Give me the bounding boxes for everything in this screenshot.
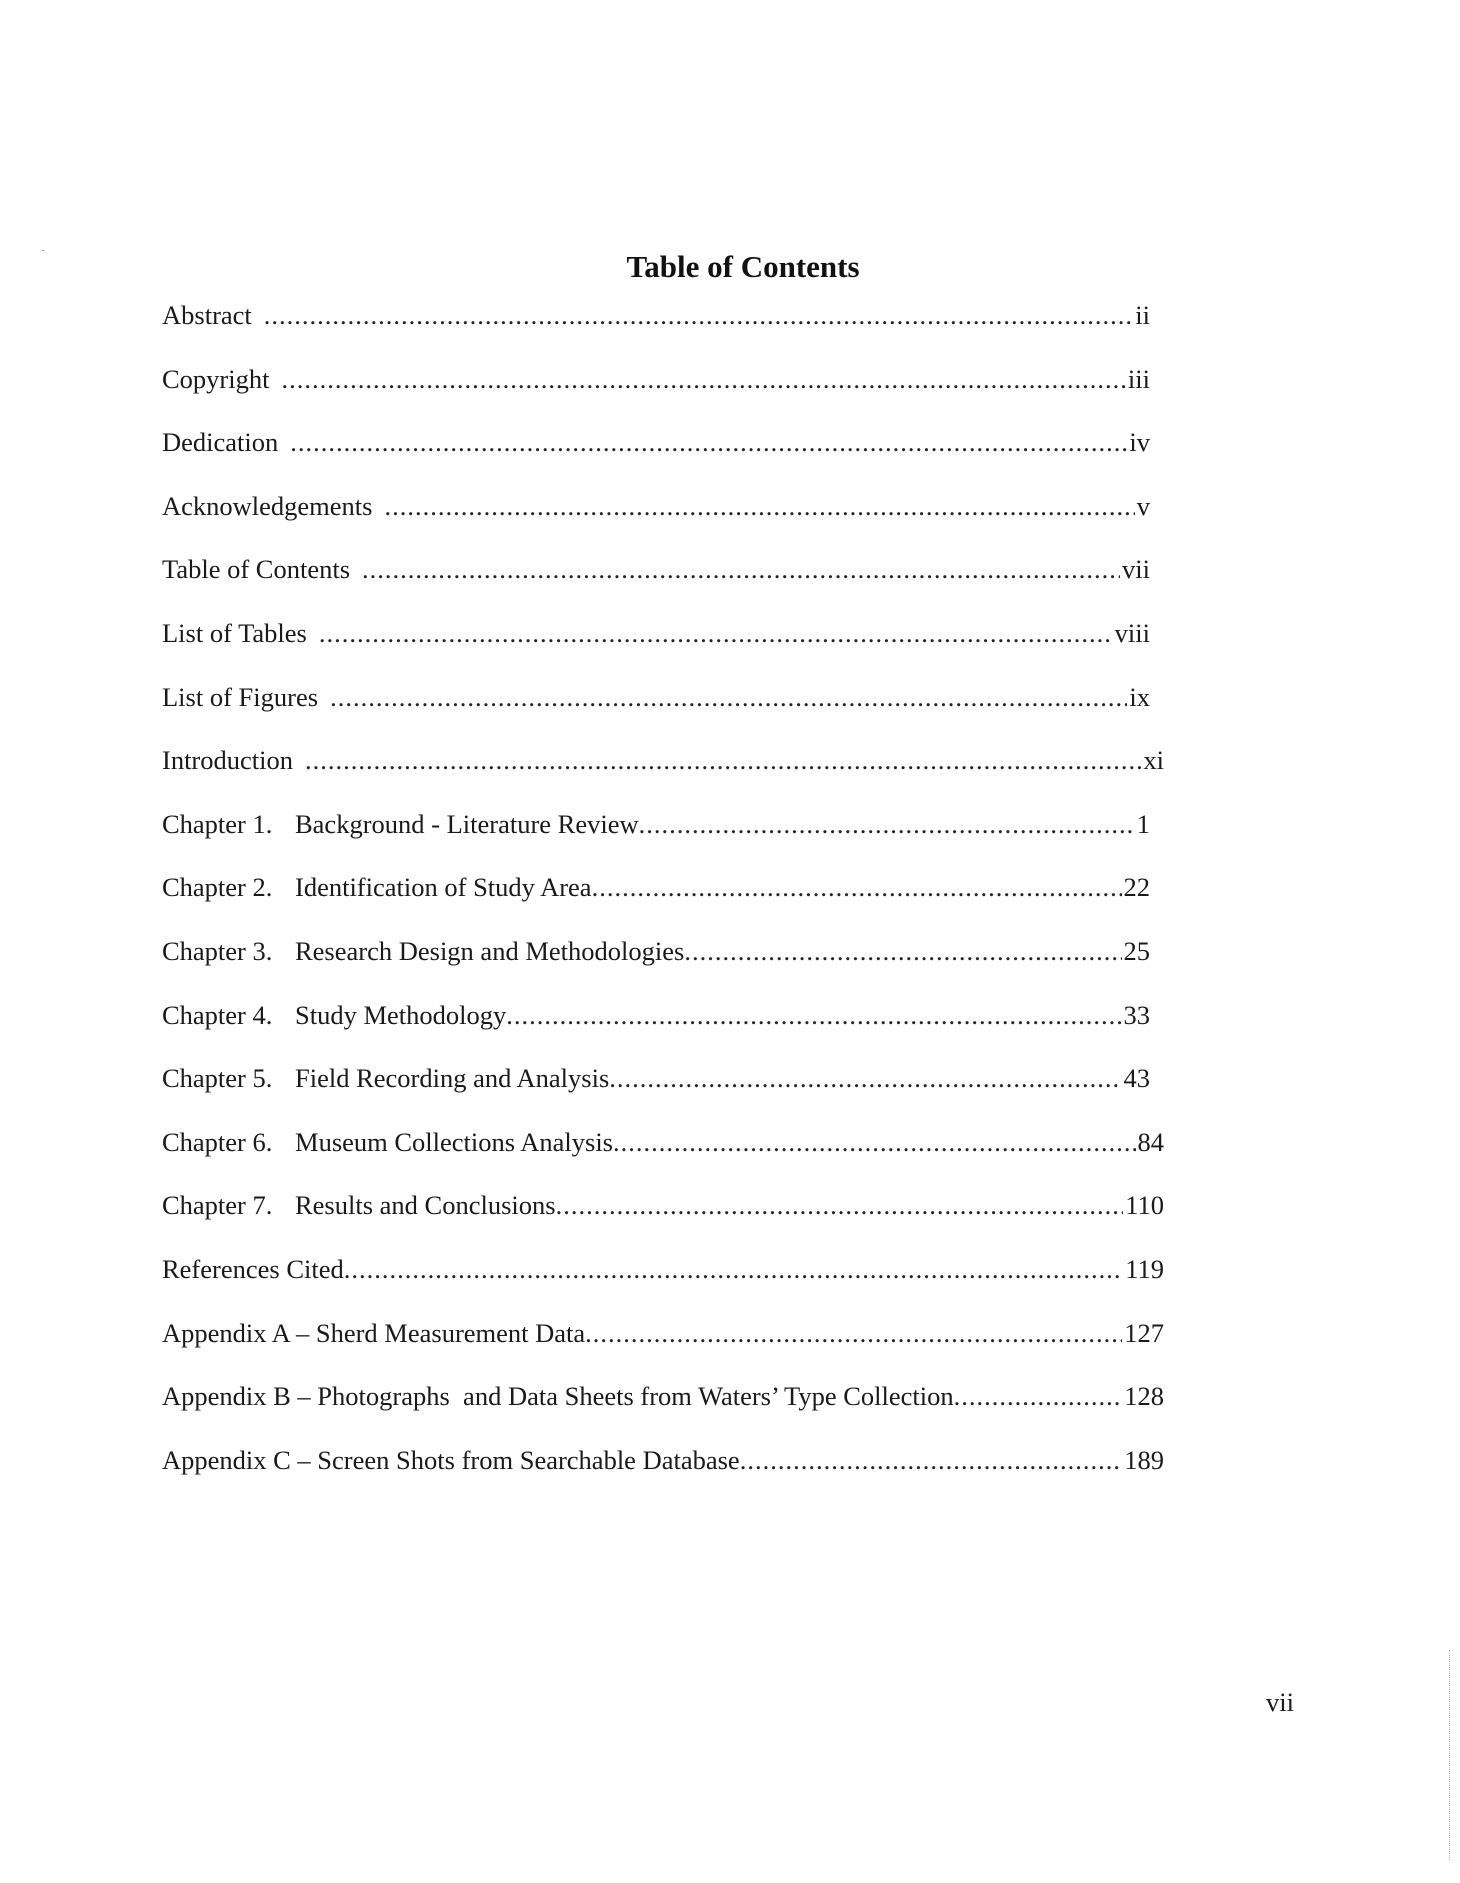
toc-entry-label: Dedication <box>162 427 279 458</box>
toc-entry-chapter-2[interactable] <box>162 869 1164 933</box>
toc-entry-page: ii <box>1135 300 1150 330</box>
toc-entry-label: Table of Contents <box>162 554 351 585</box>
toc-entry-label: Abstract <box>162 300 252 330</box>
dot-leader <box>740 1442 1123 1478</box>
toc-entry-label: References Cited <box>162 1253 344 1284</box>
dot-leader <box>362 551 1120 587</box>
dot-leader <box>592 869 1122 905</box>
toc-entry-label: Acknowledgements <box>162 490 373 521</box>
toc-entry-dedication[interactable] <box>162 424 1164 488</box>
toc-entry-page: 1 <box>1136 808 1150 839</box>
chapter-title: Background - Literature Review <box>295 808 639 839</box>
dot-leader <box>290 424 1127 460</box>
dot-leader <box>384 488 1134 524</box>
toc-entry-list-of-tables[interactable] <box>162 615 1164 679</box>
page-number: vii <box>1266 1687 1294 1717</box>
toc-entry-chapter-7[interactable] <box>162 1187 1164 1251</box>
chapter-title: Results and Conclusions <box>295 1190 556 1221</box>
table-of-contents <box>162 297 1164 1505</box>
toc-entry-label: Introduction <box>162 745 293 776</box>
dot-leader <box>639 806 1135 842</box>
toc-entry-page: iv <box>1129 427 1150 458</box>
dot-leader <box>684 933 1121 969</box>
chapter-title: Study Methodology <box>295 999 507 1030</box>
toc-entry-page: 119 <box>1125 1253 1164 1284</box>
toc-entry-label <box>162 1124 613 1160</box>
toc-entry-page: 128 <box>1124 1381 1164 1412</box>
dot-leader <box>585 1315 1122 1351</box>
chapter-number: Chapter 5. <box>162 1063 273 1094</box>
toc-entry-page: viii <box>1114 617 1150 648</box>
dot-leader <box>305 742 1141 778</box>
chapter-number: Chapter 7. <box>162 1190 273 1221</box>
toc-entry-label <box>162 933 684 969</box>
toc-entry-page: v <box>1136 490 1150 521</box>
toc-entry-page: 43 <box>1123 1063 1150 1094</box>
toc-entry-label <box>162 1187 556 1223</box>
dot-leader <box>264 297 1133 333</box>
toc-entry-appendix-c[interactable] <box>162 1442 1164 1506</box>
dot-leader <box>344 1251 1123 1287</box>
toc-entry-label <box>162 997 506 1033</box>
toc-entry-label <box>162 869 592 905</box>
chapter-number: Chapter 4. <box>162 999 273 1030</box>
toc-entry-page: vii <box>1122 554 1150 585</box>
scan-edge-marks <box>1449 1650 1452 1860</box>
chapter-title: Museum Collections Analysis <box>295 1126 613 1157</box>
toc-entry-appendix-a[interactable] <box>162 1315 1164 1379</box>
chapter-number: Chapter 1. <box>162 808 273 839</box>
toc-entry-label: Appendix A – Sherd Measurement Data <box>162 1317 586 1348</box>
toc-entry-page: 127 <box>1124 1317 1164 1348</box>
toc-entry-chapter-1[interactable] <box>162 806 1164 870</box>
toc-entry-label: List of Tables <box>162 617 307 648</box>
chapter-number: Chapter 3. <box>162 935 273 966</box>
dot-leader <box>319 615 1113 651</box>
chapter-title: Identification of Study Area <box>295 872 592 903</box>
dot-leader <box>609 1060 1121 1096</box>
toc-entry-chapter-5[interactable] <box>162 1060 1164 1124</box>
toc-entry-label: List of Figures <box>162 681 319 712</box>
toc-entry-chapter-4[interactable] <box>162 997 1164 1061</box>
dot-leader <box>613 1124 1136 1160</box>
toc-entry-abstract[interactable] <box>162 297 1164 361</box>
toc-entry-introduction[interactable] <box>162 742 1164 806</box>
toc-entry-label: Appendix C – Screen Shots from Searchable Database <box>162 1444 740 1475</box>
dot-leader <box>954 1378 1123 1414</box>
toc-entry-label: Appendix B – Photographs and Data Sheets from Waters’ Type Collection <box>162 1381 954 1412</box>
toc-entry-label <box>162 1060 609 1096</box>
dot-leader <box>556 1187 1124 1223</box>
dot-leader <box>281 361 1125 397</box>
chapter-title: Field Recording and Analysis <box>295 1063 610 1094</box>
toc-entry-label: Copyright <box>162 363 270 394</box>
page-title: Table of Contents <box>626 248 860 284</box>
toc-entry-page: iii <box>1127 363 1150 394</box>
chapter-title: Research Design and Methodologies <box>295 935 685 966</box>
toc-entry-page: 84 <box>1137 1126 1164 1157</box>
toc-entry-appendix-b[interactable] <box>162 1378 1164 1442</box>
toc-entry-page: 110 <box>1125 1190 1164 1221</box>
chapter-number: Chapter 6. <box>162 1126 273 1157</box>
toc-entry-page: 189 <box>1124 1444 1164 1475</box>
toc-entry-table-of-contents[interactable] <box>162 551 1164 615</box>
toc-entry-label <box>162 806 639 842</box>
toc-entry-copyright[interactable] <box>162 361 1164 425</box>
toc-entry-page: xi <box>1143 745 1164 776</box>
dot-leader <box>330 679 1127 715</box>
toc-entry-references-cited[interactable] <box>162 1251 1164 1315</box>
toc-entry-page: 22 <box>1123 872 1150 903</box>
toc-entry-list-of-figures[interactable] <box>162 679 1164 743</box>
toc-entry-chapter-3[interactable] <box>162 933 1164 997</box>
chapter-number: Chapter 2. <box>162 872 273 903</box>
toc-entry-page: 33 <box>1123 999 1150 1030</box>
toc-entry-chapter-6[interactable] <box>162 1124 1164 1188</box>
dot-leader <box>506 997 1121 1033</box>
toc-entry-page: ix <box>1129 681 1150 712</box>
toc-entry-page: 25 <box>1123 935 1150 966</box>
toc-entry-acknowledgements[interactable] <box>162 488 1164 552</box>
